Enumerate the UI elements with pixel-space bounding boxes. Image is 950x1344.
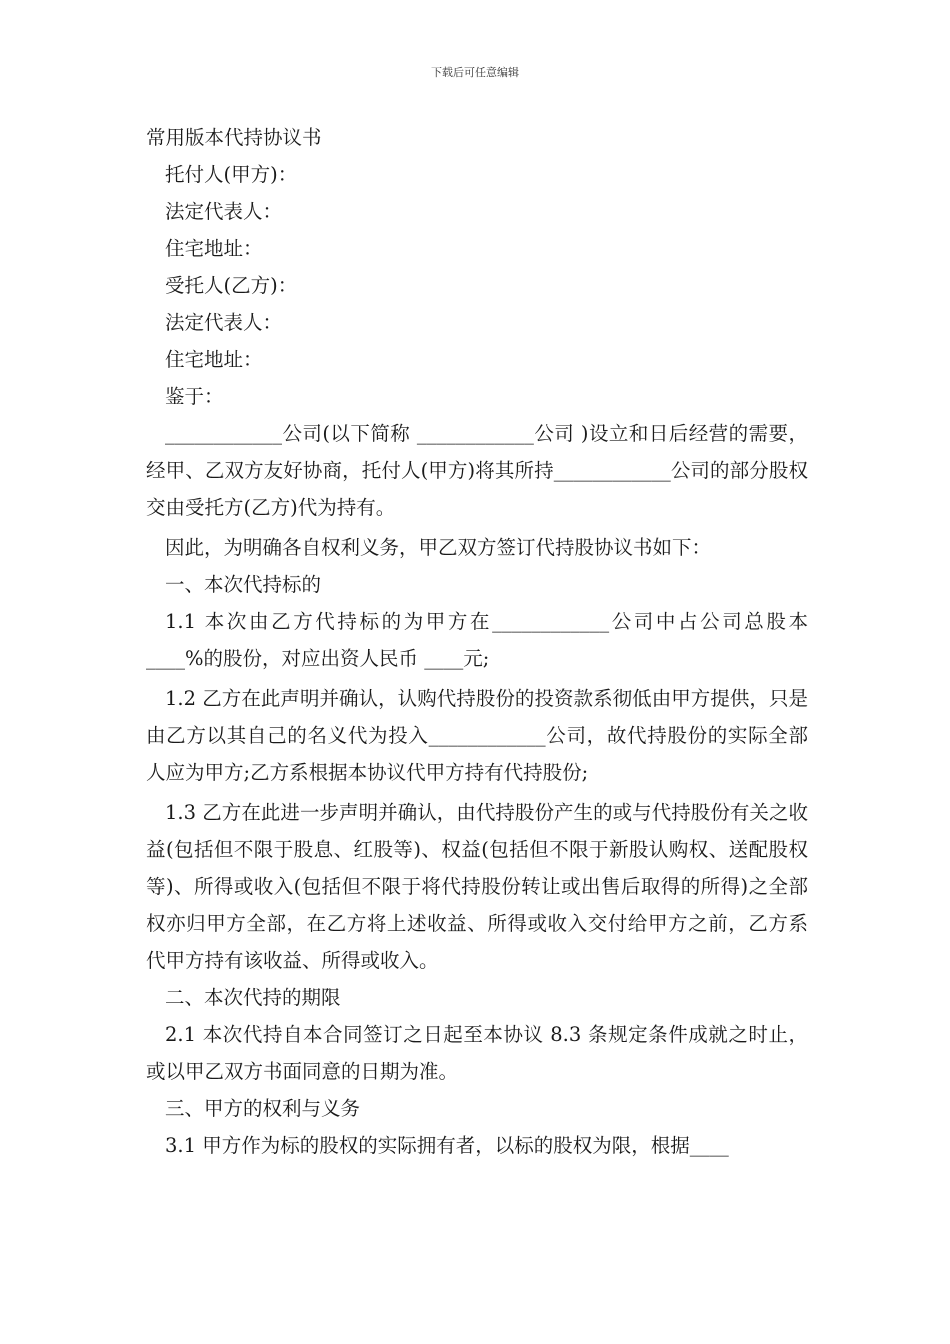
section-3-heading: 三、甲方的权利与义务 [165, 1097, 361, 1120]
recital-heading: 鉴于： [165, 385, 224, 408]
field-principal: 托付人(甲方)： [165, 163, 298, 186]
field-trustee: 受托人(乙方)： [165, 274, 298, 297]
clause-1-1: 1.1 本次由乙方代持标的为甲方在____________公司中占公司总股本 ____%的股份，对应出资人民币 ____元; [146, 610, 808, 670]
field-trustee-legal-rep: 法定代表人： [165, 311, 283, 334]
clause-3-1: 3.1 甲方作为标的股权的实际拥有者，以标的股权为限，根据____ [165, 1134, 729, 1157]
field-principal-address: 住宅地址： [165, 237, 263, 260]
therefore-paragraph: 因此，为明确各自权利义务，甲乙双方签订代持股协议书如下： [165, 536, 712, 559]
page-header-note: 下载后可任意编辑 [431, 66, 519, 79]
field-trustee-address: 住宅地址： [165, 348, 263, 371]
clause-1-3: 1.3 乙方在此进一步声明并确认，由代持股份产生的或与代持股份有关之收益(包括但不限于股息、红股等)、权益(包括但不限于新股认购权、送配股权等)、所得或收入(包括但不限于将代持股份转让或出售后取得的所得)之全部权亦归甲方全部，在乙方将上述收益、所得或收入交付给甲方之前，乙方系代甲方持有该收益、所得或收入。 [146, 801, 808, 972]
clause-1-2: 1.2 乙方在此声明并确认，认购代持股份的投资款系彻低由甲方提供，只是由乙方以其自己的名义代为投入____________公司，故代持股份的实际全部人应为甲方;乙方系根据本协议代甲方持有代持股份; [146, 687, 808, 784]
document-title: 常用版本代持协议书 [146, 126, 322, 149]
field-principal-legal-rep: 法定代表人： [165, 200, 283, 223]
clause-2-1: 2.1 本次代持自本合同签订之日起至本协议 8.3 条规定条件成就之时止，或以甲乙双方书面同意的日期为准。 [146, 1023, 808, 1083]
document-body [146, 120, 808, 1164]
section-1-heading: 一、本次代持标的 [165, 573, 322, 596]
section-2-heading: 二、本次代持的期限 [165, 986, 341, 1009]
recital-paragraph: ____________公司(以下简称 ____________公司 )设立和日后经营的需要，经甲、乙双方友好协商，托付人(甲方)将其所持____________公司的部分股权交由受托方(乙方)代为持有。 [146, 422, 808, 519]
